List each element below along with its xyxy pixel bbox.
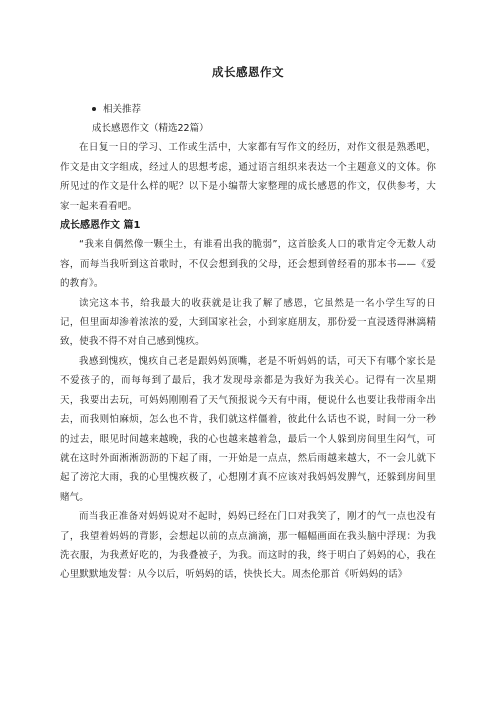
body-paragraph-2: 读完这本书，给我最大的收获就是让我了解了感恩，它虽然是一名小学生写的日记，但里面却渗着浓浓的爱，大到国家社会，小到家庭朋友，那份爱一直浸透得淋漓精致，使我不得不对自己感到愧疚。: [60, 297, 436, 348]
related-recommendation[interactable]: [92, 100, 436, 119]
document-subtitle: 成长感恩作文（精选22篇）: [92, 123, 209, 134]
section-heading: 成长感恩作文 篇1: [60, 220, 141, 232]
document-title: 成长感恩作文: [212, 65, 284, 79]
intro-paragraph: 在日复一日的学习、工作或生活中，大家都有写作文的经历，对作文很是熟悉吧，作文是由文字组成，经过人的思想考虑，通过语言组织来表达一个主题意义的文体。你所见过的作文是什么样的呢？以下是小编帮大家整理的成长感恩的作文，仅供参考，大家一起来看看吧。: [60, 142, 436, 212]
body-paragraph-3: 我感到愧疚，愧疚自己老是跟妈妈顶嘴，老是不听妈妈的话，可天下有哪个家长是不爱孩子的，而每每到了最后，我才发现母亲都是为我好为我关心。记得有一次星期天，我要出去玩，可妈妈刚刚看了天气预报说今天有中雨，便说什么也要让我带雨伞出去，而我则怕麻烦，怎么也不肯，我们就这样僵着，彼此什么话也不说，时间一分一秒的过去，眼见时间越来越晚，我的心也越来越着急，最后一个人躲到房间里生闷气，可就在这时外面淅淅沥沥的下起了雨，一开始是一点点，然后雨越来越大，不一会儿就下起了滂沱大雨，我的心里愧疚极了，心想刚才真不应该对我妈妈发脾气，还躲到房间里赌气。: [60, 355, 436, 503]
body-paragraph-4: 而当我正准备对妈妈说对不起时，妈妈已经在门口对我笑了，刚才的气一点也没有了，我望着妈妈的背影，会想起以前的点点滴滴，那一幅幅画面在我头脑中浮现：为我洗衣服，为我煮好吃的，为我叠被子，为我。而这时的我，终于明白了妈妈的心，我在心里默默地发誓：从今以后，听妈妈的话，快快长大。周杰伦那首《听妈妈的话》: [60, 511, 436, 581]
body-paragraph-1: “我来自偶然像一颗尘土，有谁看出我的脆弱”，这首脍炙人口的歌肯定令无数人动容，而每当我听到这首歌时，不仅会想到我的父母，还会想到曾经看的那本书——《爱的教育》。: [60, 239, 436, 290]
bullet-icon: [92, 107, 96, 111]
related-label[interactable]: 相关推荐: [103, 104, 142, 115]
